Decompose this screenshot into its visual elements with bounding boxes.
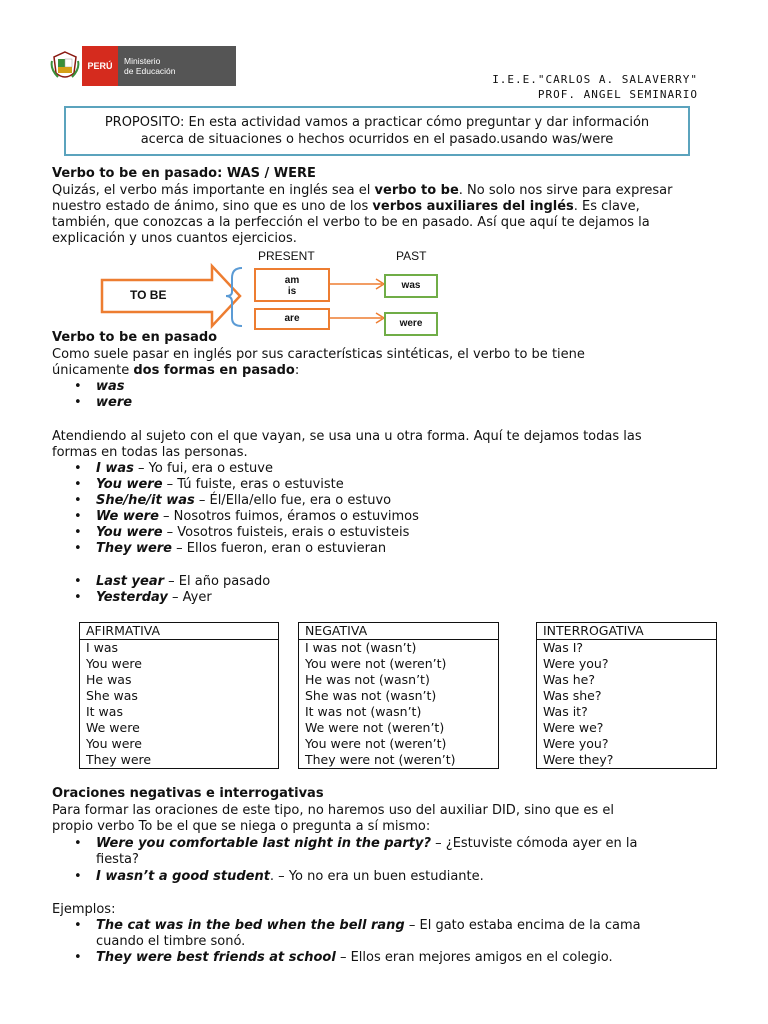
list-item: • We were – Nosotros fuimos, éramos o estuvimos <box>76 509 419 525</box>
table-cell: Was it? <box>543 704 588 719</box>
list-item: • She/he/it was – Él/Ella/ello fue, era o estuvo <box>76 493 391 509</box>
list-item: • You were – Tú fuiste, eras o estuviste <box>76 477 344 493</box>
list-item: • were <box>76 395 132 411</box>
past-label: PAST <box>396 249 427 263</box>
table-cell: They were not (weren’t) <box>305 752 456 767</box>
table-cell: You were <box>86 736 142 751</box>
table-cell: It was <box>86 704 123 719</box>
table-cell: Were you? <box>543 656 609 671</box>
table-cell: They were <box>86 752 152 767</box>
table-cell: You were <box>86 656 142 671</box>
oraciones-paragraph: Para formar las oraciones de este tipo, no haremos uso del auxiliar DID, sino que es el propio verbo To be el que se niega o pregunta a sí mismo: <box>52 803 614 834</box>
coat-of-arms-icon <box>48 46 82 86</box>
table-cell: We were not (weren’t) <box>305 720 445 735</box>
present-am-is-box: am is <box>254 268 330 302</box>
list-item: • They were – Ellos fueron, eran o estuvieran <box>76 541 386 557</box>
table-cell: We were <box>86 720 140 735</box>
peru-label: PERÚ <box>82 46 118 86</box>
to-be-arrow <box>102 266 240 326</box>
to-be-label: TO BE <box>130 288 167 302</box>
list-item: • Were you comfortable last night in the party? – ¿Estuviste cómoda ayer en la fiesta? <box>76 836 716 868</box>
section-title-pasado: Verbo to be en pasado <box>52 330 218 345</box>
purpose-box <box>64 106 690 156</box>
section-title-was-were: Verbo to be en pasado: WAS / WERE <box>52 166 316 181</box>
ministry-label: Ministerio de Educación <box>118 46 236 86</box>
table-cell: Were we? <box>543 720 604 735</box>
school-info <box>492 72 698 102</box>
table-cell: Was he? <box>543 672 595 687</box>
table-cell: Were they? <box>543 752 614 767</box>
table-cell: He was <box>86 672 132 687</box>
ejemplos-label: Ejemplos: <box>52 902 116 917</box>
ministry-logo <box>48 46 236 86</box>
table-cell: You were not (weren’t) <box>305 736 447 751</box>
table-cell: Were you? <box>543 736 609 751</box>
intro-paragraph: Quizás, el verbo más importante en inglés sea el verbo to be. No solo nos sirve para expresar nuestro estado de ánimo, sino que es uno de los verbos auxiliares del inglés. Es clave, también, que conozcas a la perfección el verbo to be en pasado. Así que aquí te dejamos la explicación y unos cuantos ejercicios. <box>52 183 673 246</box>
table-cell: She was <box>86 688 138 703</box>
table-cell: I was not (wasn’t) <box>305 640 417 655</box>
present-label: PRESENT <box>258 249 315 263</box>
table-header: NEGATIVA <box>299 623 499 640</box>
table-header: INTERROGATIVA <box>537 623 717 640</box>
table-interrogativa <box>536 622 717 769</box>
table-cell: Was she? <box>543 688 602 703</box>
list-item: • They were best friends at school – Ellos eran mejores amigos en el colegio. <box>76 950 613 966</box>
list-item: • The cat was in the bed when the bell rang – El gato estaba encima de la cama cuando el timbre sonó. <box>76 918 716 950</box>
school-name: I.E.E."CARLOS A. SALAVERRY" <box>492 73 698 86</box>
subjects-paragraph: Atendiendo al sujeto con el que vayan, se usa una u otra forma. Aquí te dejamos todas las formas en todas las personas. <box>52 429 642 460</box>
teacher-name: PROF. ANGEL SEMINARIO <box>537 88 698 101</box>
list-item: • Last year – El año pasado <box>76 574 270 590</box>
list-item: • Yesterday – Ayer <box>76 590 212 606</box>
past-were-box: were <box>384 312 438 336</box>
list-item: • I wasn’t a good student. – Yo no era un buen estudiante. <box>76 869 484 885</box>
purpose-line-1: PROPOSITO: En esta actividad vamos a practicar cómo preguntar y dar información <box>104 115 650 130</box>
present-are-box: are <box>254 308 330 330</box>
table-cell: You were not (weren’t) <box>305 656 447 671</box>
past-was-box: was <box>384 274 438 298</box>
table-cell: He was not (wasn’t) <box>305 672 430 687</box>
section-title-oraciones: Oraciones negativas e interrogativas <box>52 786 324 801</box>
table-header: AFIRMATIVA <box>80 623 279 640</box>
table-cell: She was not (wasn’t) <box>305 688 437 703</box>
table-cell: Was I? <box>543 640 584 655</box>
table-afirmativa <box>79 622 279 769</box>
purpose-line-2: acerca de situaciones o hechos ocurridos en el pasado.usando was/were <box>140 132 614 147</box>
table-cell: It was not (wasn’t) <box>305 704 422 719</box>
table-cell: I was <box>86 640 119 655</box>
two-forms-paragraph: Como suele pasar en inglés por sus características sintéticas, el verbo to be tiene únicamente dos formas en pasado: <box>52 347 585 378</box>
list-item: • You were – Vosotros fuisteis, erais o estuvisteis <box>76 525 409 541</box>
list-item: • I was – Yo fui, era o estuve <box>76 461 273 477</box>
list-item: • was <box>76 379 125 395</box>
table-negativa <box>298 622 499 769</box>
